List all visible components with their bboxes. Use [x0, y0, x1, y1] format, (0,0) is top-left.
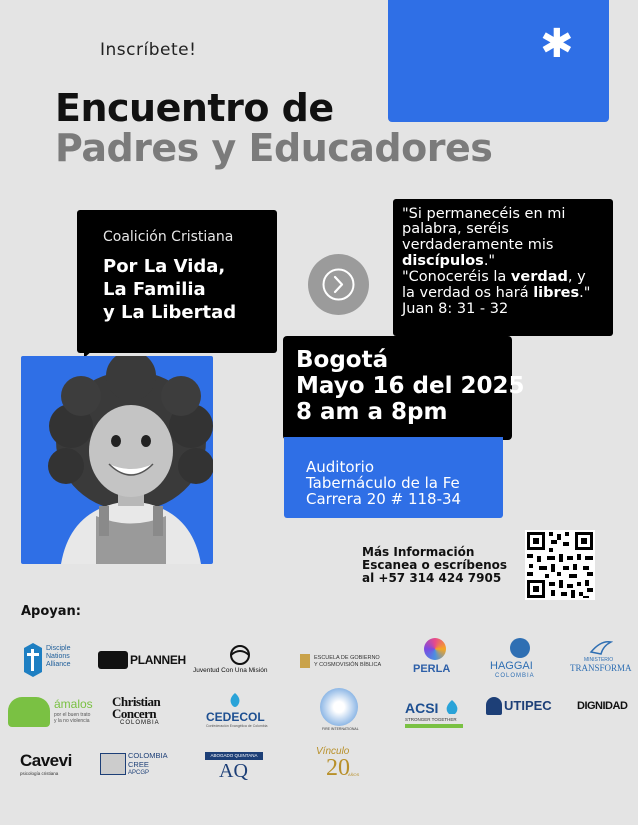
- sponsors-label: Apoyan:: [21, 604, 81, 619]
- hands-icon: [8, 697, 50, 727]
- event-date: Mayo 16 del 2025: [296, 373, 525, 399]
- cavevi-logo: Cavevi psicología cristiana: [20, 751, 72, 776]
- quote-line-1: "Si permanecéis en mi: [402, 206, 566, 222]
- organizer-subtitle: Coalición Cristiana: [103, 229, 234, 245]
- quote-line-5: "Conoceréis la verdad, y: [402, 269, 586, 285]
- quote-line-4: discípulos.": [402, 253, 496, 269]
- info-line-3: al +57 314 424 7905: [362, 571, 502, 585]
- organizer-line-2: La Familia: [103, 279, 206, 300]
- venue-line-3: Carrera 20 # 118-34: [306, 490, 462, 508]
- utipec-icon: [486, 697, 502, 715]
- qr-code[interactable]: [525, 530, 595, 600]
- quote-line-3: verdaderamente mis: [402, 237, 554, 253]
- globe-icon: [510, 638, 530, 658]
- quote-line-2: palabra, seréis: [402, 221, 509, 237]
- chevron-right-icon: [308, 254, 369, 315]
- organizer-line-1: Por La Vida,: [103, 256, 226, 277]
- dove-icon: [589, 638, 613, 656]
- flame-icon: [443, 700, 461, 716]
- venue-line-1: Auditorio: [306, 458, 375, 476]
- dna-logo-icon: [24, 643, 42, 677]
- asterisk-icon: ✱: [540, 21, 574, 67]
- acsi-bar: [405, 724, 463, 728]
- venue-line-2: Tabernáculo de la Fe: [306, 474, 460, 492]
- planneh-icon: [98, 651, 128, 669]
- organizer-line-3: y La Libertad: [103, 302, 237, 323]
- christian-concern-logo: Christian Concern COLOMBIA: [112, 694, 161, 726]
- fire-globe-icon: [320, 688, 358, 726]
- dignidad-logo: DIGNIDAD: [577, 700, 628, 712]
- shield-icon: [300, 654, 310, 668]
- title-line-2: Padres y Educadores: [55, 126, 493, 170]
- building-icon: [100, 753, 126, 775]
- quote-line-6: la verdad os hará libres.": [402, 285, 591, 301]
- flame-icon: [228, 693, 242, 709]
- arrow-button: [308, 254, 369, 315]
- event-city: Bogotá: [296, 347, 389, 373]
- perla-icon: [424, 638, 446, 660]
- event-time: 8 am a 8pm: [296, 399, 448, 425]
- title-line-1: Encuentro de: [55, 86, 334, 130]
- globe-icon: [225, 645, 255, 665]
- register-cta: Inscríbete!: [100, 40, 197, 60]
- quote-reference: Juan 8: 31 - 32: [402, 301, 509, 317]
- info-line-2: Escanea o escríbenos: [362, 558, 508, 572]
- top-accent-block: [388, 0, 609, 122]
- child-photo: [21, 356, 213, 564]
- info-line-1: Más Información: [362, 545, 475, 559]
